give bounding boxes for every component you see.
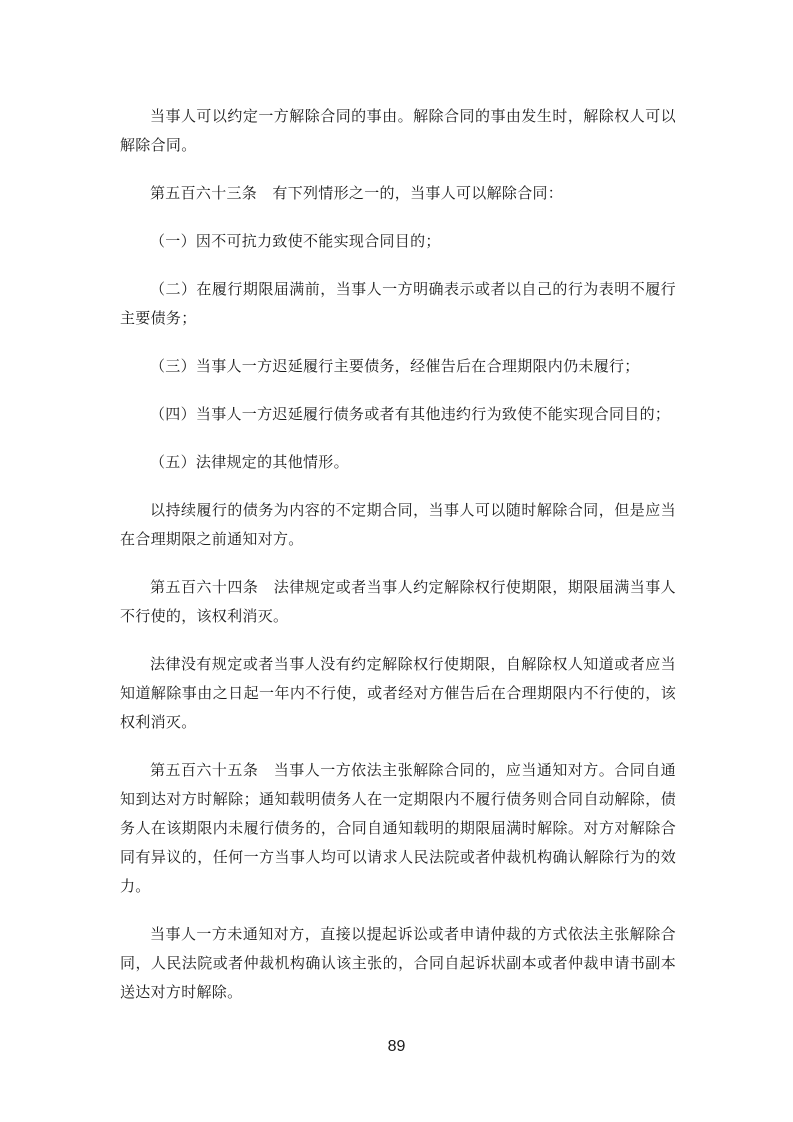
paragraph-article-563: 第五百六十三条 有下列情形之一的，当事人可以解除合同： — [150, 184, 564, 202]
paragraph-1: 当事人可以约定一方解除合同的事由。解除合同的事由发生时，解除权人可以解除合同。 — [120, 107, 676, 154]
paragraph-article-565: 第五百六十五条 当事人一方依法主张解除合同的，应当通知对方。合同自通知到达对方时解除；通知载明债务人在一定期限内不履行债务则合同自动解除，债务人在该期限内未履行债务的，合同自通知载明的期限届满时解除。对方对解除合同有异议的，任何一方当事人均可以请求人民法院或者仲裁机构确认解除行为的效力。 — [120, 761, 676, 895]
paragraph-article-564: 第五百六十四条 法律规定或者当事人约定解除权行使期限，期限届满当事人不行使的，该权利消灭。 — [120, 578, 676, 625]
paragraph-litigation-rescission: 当事人一方未通知对方，直接以提起诉讼或者申请仲裁的方式依法主张解除合同，人民法院或者仲裁机构确认该主张的，合同自起诉状副本或者仲裁申请书副本送达对方时解除。 — [120, 925, 676, 1001]
paragraph-item-1: （一）因不可抗力致使不能实现合同目的； — [150, 232, 441, 250]
document-body — [120, 102, 676, 1026]
paragraph-item-4: （四）当事人一方迟延履行债务或者有其他违约行为致使不能实现合同目的； — [150, 405, 671, 423]
paragraph-item-5: （五）法律规定的其他情形。 — [150, 453, 349, 471]
paragraph-item-2: （二）在履行期限届满前，当事人一方明确表示或者以自己的行为表明不履行主要债务； — [120, 280, 676, 327]
page-number: 89 — [387, 1038, 406, 1055]
paragraph-no-time-limit: 法律没有规定或者当事人没有约定解除权行使期限，自解除权人知道或者应当知道解除事由之日起一年内不行使，或者经对方催告后在合理期限内不行使的，该权利消灭。 — [120, 655, 676, 731]
paragraph-indefinite-contract: 以持续履行的债务为内容的不定期合同，当事人可以随时解除合同，但是应当在合理期限之前通知对方。 — [120, 501, 676, 548]
paragraph-item-3: （三）当事人一方迟延履行主要债务，经催告后在合理期限内仍未履行； — [150, 357, 640, 375]
